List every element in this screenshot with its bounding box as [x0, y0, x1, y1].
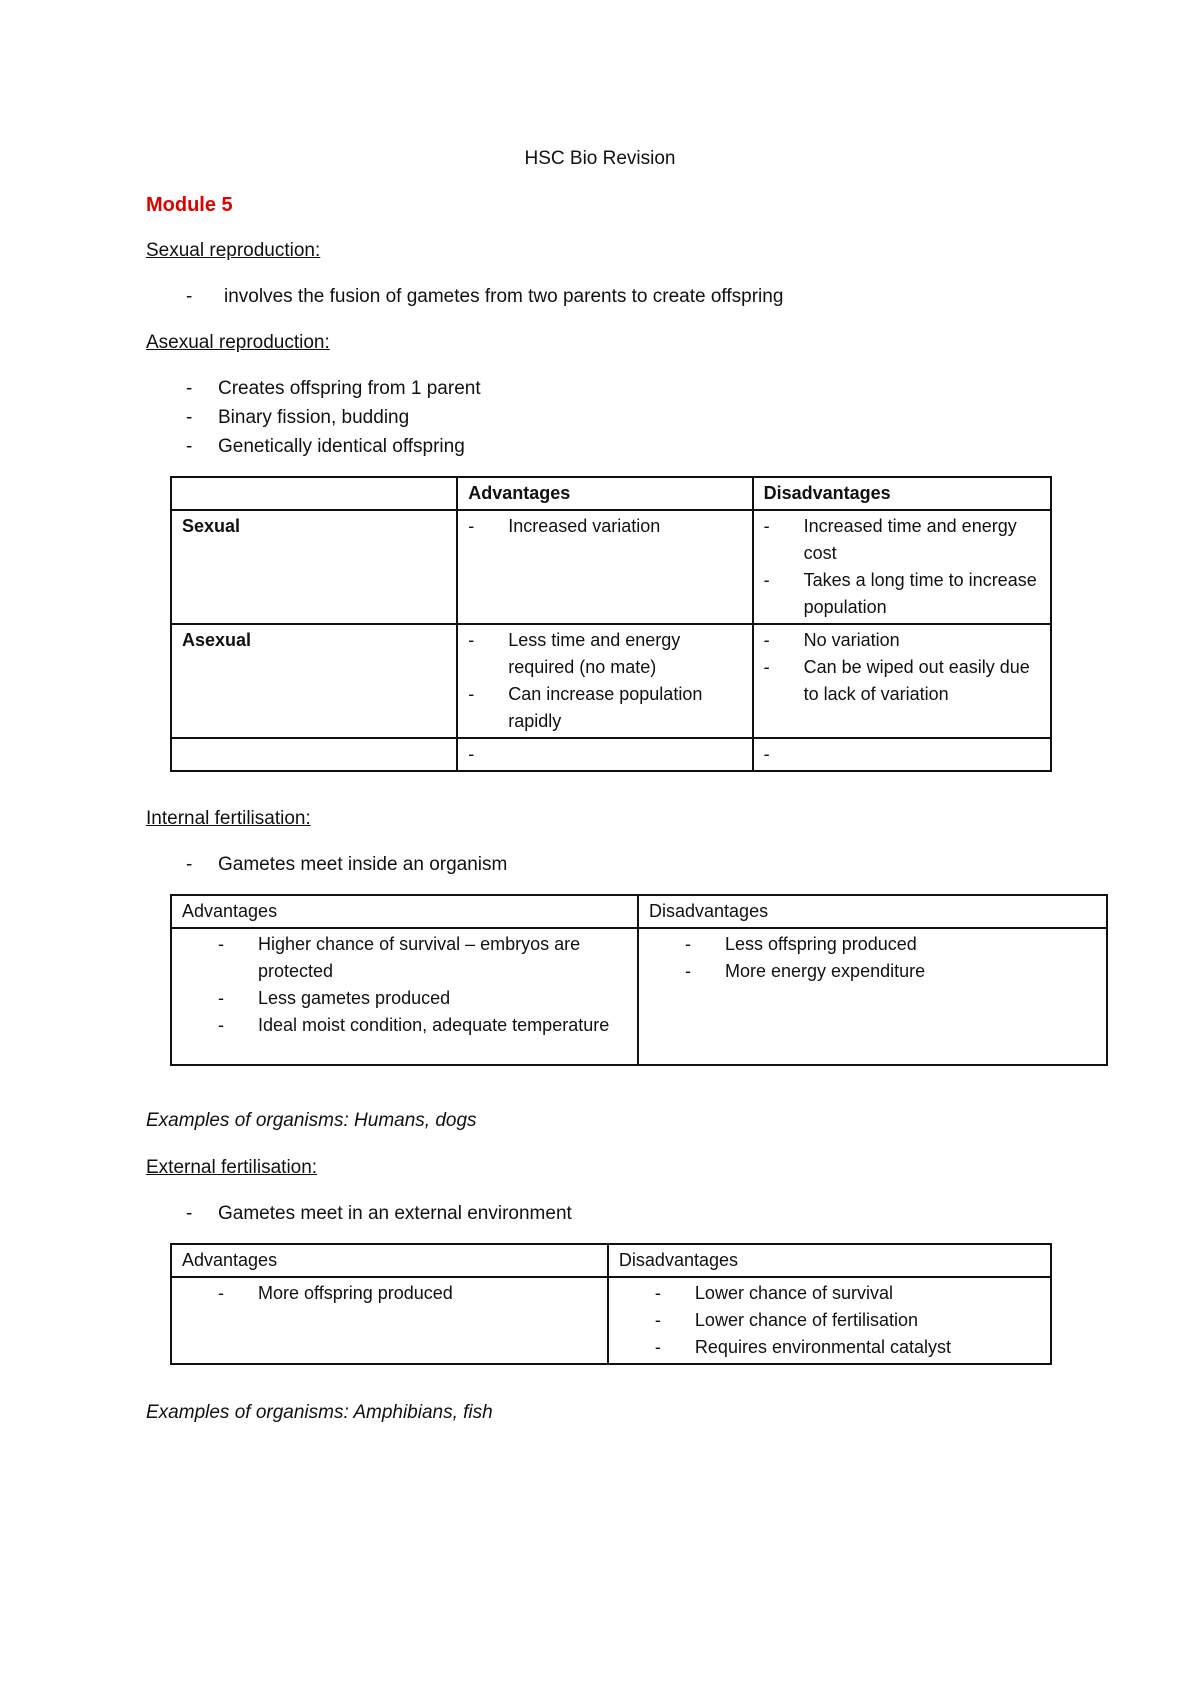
list-item: - Ideal moist condition, adequate temperature [218, 1015, 610, 1035]
internal-bullet: - Gametes meet inside an organism [186, 854, 508, 875]
table-header-cell: Advantages [457, 477, 752, 510]
table-header-cell: Disadvantages [753, 477, 1051, 510]
table-header-cell: Advantages [171, 1244, 608, 1277]
disadvantages-cell [608, 1277, 1051, 1364]
table-row [171, 624, 1051, 738]
asexual-bullet: - Binary fission, budding [186, 407, 410, 428]
disadvantages-cell [753, 624, 1051, 738]
sexual-bullet: - involves the fusion of gametes from two parents to create offspring [186, 286, 784, 307]
advantages-cell [457, 624, 752, 738]
disadvantages-cell [638, 928, 1107, 1065]
list-item: - Can increase population rapidly [468, 684, 703, 731]
internal-fertilisation-heading: Internal fertilisation: [146, 808, 311, 829]
row-label: Sexual [171, 510, 457, 624]
sexual-reproduction-heading: Sexual reproduction: [146, 240, 321, 261]
list-item: - Less time and energy required (no mate) [468, 630, 681, 677]
asexual-bullet: - Creates offspring from 1 parent [186, 378, 481, 399]
list-item: - Lower chance of fertilisation [654, 1310, 919, 1330]
table-row [171, 928, 1107, 1065]
list-item: - Increased time and energy cost [763, 516, 1017, 563]
bullet-dash: - [186, 286, 193, 307]
list-item: - No variation [763, 630, 900, 650]
table-header-row [171, 1244, 1051, 1277]
table-header-cell: Advantages [171, 895, 638, 928]
internal-fertilisation-table [170, 894, 1108, 1066]
table-header-row [171, 477, 1051, 510]
row-label [171, 738, 457, 771]
list-item: - Lower chance of survival [654, 1283, 894, 1303]
module-heading: Module 5 [146, 194, 233, 216]
row-label: Asexual [171, 624, 457, 738]
list-item: - Less offspring produced [685, 934, 917, 954]
list-item: - Requires environmental catalyst [654, 1337, 952, 1357]
table-header-cell [171, 477, 457, 510]
page-title: HSC Bio Revision [524, 148, 676, 169]
list-item: - Less gametes produced [218, 988, 451, 1008]
advantages-cell [171, 1277, 608, 1364]
table-row [171, 1277, 1051, 1364]
external-bullet: - Gametes meet in an external environment [186, 1203, 572, 1224]
advantages-cell: - [457, 738, 752, 771]
list-item: - More offspring produced [218, 1283, 453, 1303]
reproduction-comparison-table [170, 476, 1052, 772]
disadvantages-cell: - [753, 738, 1051, 771]
list-item: - Higher chance of survival – embryos are protected [218, 934, 581, 981]
table-row [171, 510, 1051, 624]
table-row [171, 738, 1051, 771]
asexual-bullet: - Genetically identical offspring [186, 436, 465, 457]
external-examples: Examples of organisms: Amphibians, fish [146, 1402, 493, 1423]
table-header-row [171, 895, 1107, 928]
table-header-cell: Disadvantages [638, 895, 1107, 928]
table-header-cell: Disadvantages [608, 1244, 1051, 1277]
external-fertilisation-table [170, 1243, 1052, 1365]
list-item: - More energy expenditure [685, 961, 926, 981]
disadvantages-cell [753, 510, 1051, 624]
advantages-cell [457, 510, 752, 624]
internal-examples: Examples of organisms: Humans, dogs [146, 1110, 477, 1131]
list-item: - Can be wiped out easily due to lack of variation [763, 657, 1030, 704]
asexual-reproduction-heading: Asexual reproduction: [146, 332, 330, 353]
external-fertilisation-heading: External fertilisation: [146, 1157, 318, 1178]
advantages-cell [171, 928, 638, 1065]
list-item: - Takes a long time to increase population [763, 570, 1037, 617]
list-item: - Increased variation [468, 516, 661, 536]
